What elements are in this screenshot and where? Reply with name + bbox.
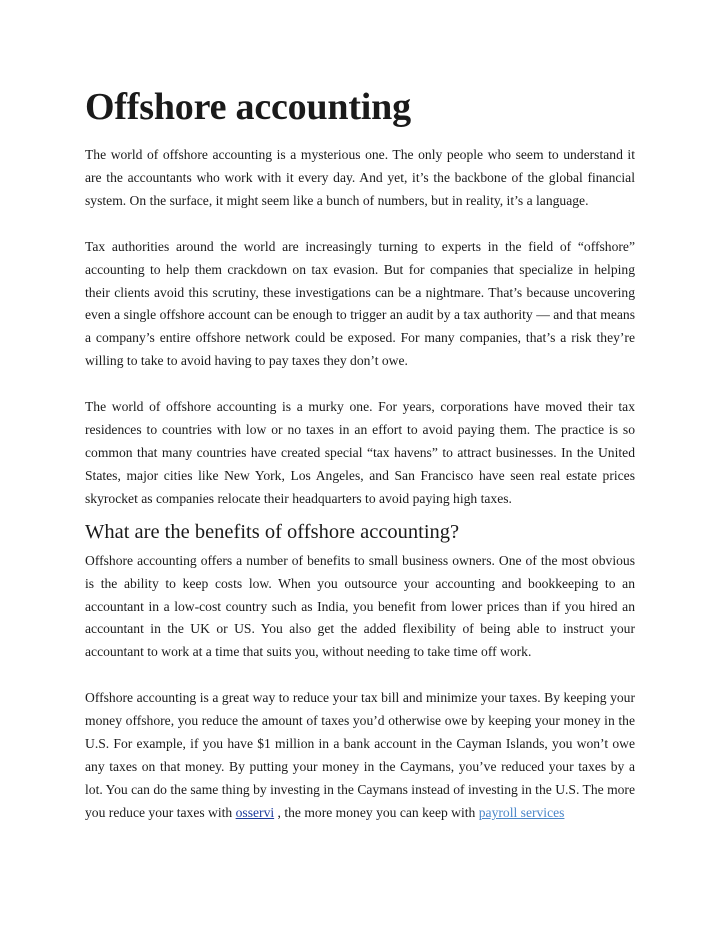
final-paragraph-text-2: , the more money you can keep with	[274, 804, 479, 820]
payroll-services-link[interactable]: payroll services	[478, 804, 565, 820]
intro-paragraph-1: The world of offshore accounting is a mysterious one. The only people who seem to understand it are the accountants who work with it every day. And yet, it’s the backbone of the global financial system. On the surface, it might seem like a bunch of numbers, but in reality, it’s a language.	[85, 147, 635, 208]
benefits-paragraph: Offshore accounting offers a number of benefits to small business owners. One of the most obvious is the ability to keep costs low. When you outsource your accounting and bookkeeping to an accountant in a low-cost country such as India, you benefit from lower prices than if you hired an accountant in the UK or US. You also get the added flexibility of being able to instruct your accountant to work at a time that suits you, without needing to take time off work.	[85, 552, 635, 660]
benefits-heading: What are the benefits of offshore accounting?	[85, 520, 460, 543]
intro-paragraph-3: The world of offshore accounting is a murky one. For years, corporations have moved their tax residences to countries with low or no taxes in an effort to avoid paying them. The practice is so common that many countries have created special “tax havens” to attract businesses. In the United States, major cities like New York, Los Angeles, and San Francisco have seen real estate prices skyrocket as companies relocate their headquarters to avoid paying high taxes.	[85, 399, 635, 506]
final-paragraph	[85, 687, 635, 824]
final-paragraph-text-1: Offshore accounting is a great way to reduce your tax bill and minimize your taxes. By keeping your money offshore, you reduce the amount of taxes you’d otherwise owe by keeping your money in the U.S. For example, if you have $1 million in a bank account in the Cayman Islands, you won’t owe any taxes on that money. By putting your money in the Caymans, you’ve reduced your taxes by a lot. You can do the same thing by investing in the Caymans instead of investing in the U.S. The more you reduce your taxes with	[85, 690, 635, 820]
page-title: Offshore accounting	[85, 86, 411, 128]
osservi-link[interactable]: osservi	[235, 804, 275, 820]
document-body	[85, 144, 635, 825]
intro-paragraph-2: Tax authorities around the world are increasingly turning to experts in the field of “offshore” accounting to help them crackdown on tax evasion. But for companies that specialize in helping their clients avoid this scrutiny, these investigations can be a nightmare. That’s because uncovering even a single offshore account can be enough to trigger an audit by a tax authority — and that means a company’s entire offshore network could be exposed. For many companies, that’s a risk they’re willing to take to avoid having to pay taxes they don’t owe.	[85, 238, 635, 369]
